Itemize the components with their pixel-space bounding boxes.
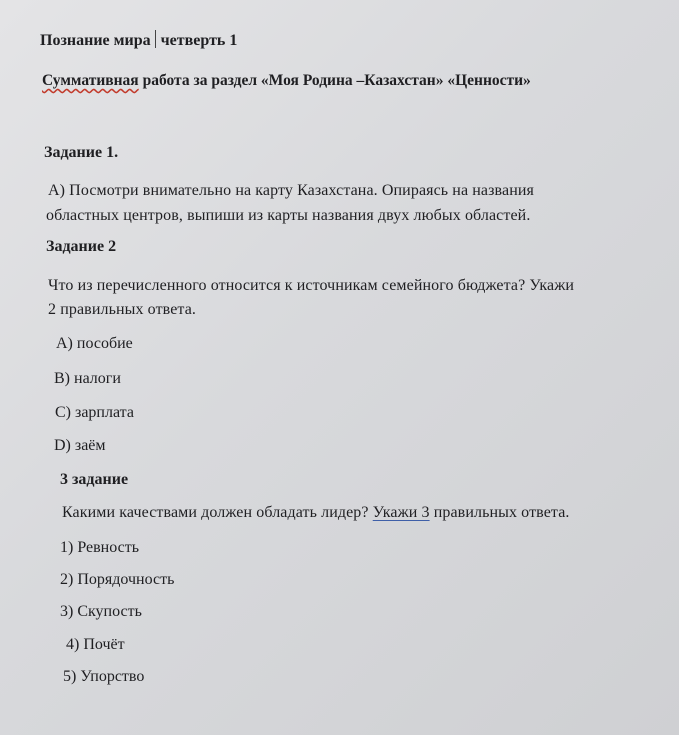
header-divider (155, 30, 156, 48)
work-title-prefix: Суммативная (42, 72, 139, 89)
task1-line2: областных центров, выпиши из карты названия двух любых областей. (46, 207, 531, 224)
task3-heading: 3 задание (60, 471, 129, 488)
task3-question-underlined: Укажи 3 (372, 504, 430, 521)
task2-heading: Задание 2 (46, 238, 117, 255)
subject-name: Познание мира (40, 32, 151, 49)
task1-heading: Задание 1. (44, 144, 119, 161)
task3-question-prefix: Какими качествами должен обладать лидер? (62, 504, 369, 521)
work-title (42, 72, 531, 90)
task3-question (62, 504, 570, 522)
task3-option: 3) Скупость (60, 603, 142, 620)
subject-header (40, 30, 237, 50)
quarter-label: четверть 1 (160, 32, 238, 49)
task2-option: D) заём (54, 437, 106, 454)
work-title-rest: работа за раздел «Моя Родина –Казахстан» «Ценности» (142, 72, 531, 89)
task2-line2: 2 правильных ответа. (48, 301, 197, 318)
task3-option: 5) Упорство (63, 668, 145, 685)
task2-option: С) зарплата (55, 404, 134, 421)
task3-option: 4) Почёт (66, 636, 125, 653)
task3-question-suffix: правильных ответа. (433, 504, 570, 521)
task2-line1: Что из перечисленного относится к источникам семейного бюджета? Укажи (48, 277, 575, 294)
task1-line1: А) Посмотри внимательно на карту Казахстана. Опираясь на названия (48, 182, 534, 199)
task3-option: 2) Порядочность (60, 571, 175, 588)
task2-option: В) налоги (54, 370, 121, 387)
task2-option: А) пособие (56, 335, 133, 352)
task3-option: 1) Ревность (60, 539, 140, 556)
